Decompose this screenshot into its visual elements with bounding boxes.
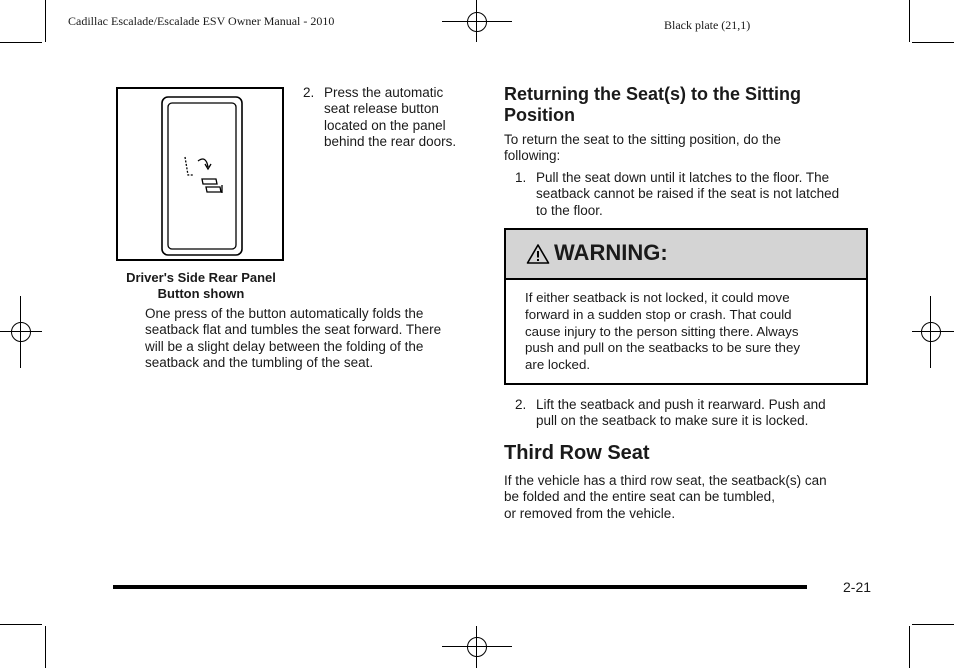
section-heading-third-row: Third Row Seat — [504, 442, 650, 464]
third-row-paragraph — [504, 473, 874, 522]
seat-fold-arrow-icon — [185, 157, 211, 175]
manual-title: Cadillac Escalade/Escalade ESV Owner Manual - 2010 — [68, 14, 335, 28]
paragraph-line: be folded and the entire seat can be tumbled, — [504, 489, 775, 505]
step-line: seatback cannot be raised if the seat is not latched — [536, 186, 840, 202]
paragraph-line: or removed from the vehicle. — [504, 505, 676, 521]
crop-mark — [45, 0, 46, 42]
figure-caption — [112, 270, 290, 302]
warning-line: are locked. — [525, 357, 591, 373]
crop-mark — [45, 626, 46, 668]
right-step-2 — [515, 397, 875, 433]
crop-mark — [912, 42, 954, 43]
warning-line: cause injury to the person sitting there. Always — [525, 323, 799, 339]
plate-label: Black plate (21,1) — [664, 18, 751, 32]
paragraph-line: seatback flat and tumbles the seat forward. There — [145, 322, 442, 338]
section-heading-returning — [504, 84, 874, 126]
warning-text — [525, 290, 845, 374]
crop-mark — [0, 624, 42, 625]
step-number: 2. — [515, 397, 527, 412]
step-number: 2. — [303, 85, 315, 100]
paragraph-line: If the vehicle has a third row seat, the seatback(s) can — [504, 473, 827, 488]
warning-line: forward in a sudden stop or crash. That could — [525, 306, 792, 322]
left-paragraph — [145, 306, 485, 371]
warning-line: push and pull on the seatbacks to be sure they — [525, 340, 800, 356]
seat-icon — [202, 179, 222, 193]
right-step-1 — [515, 170, 875, 222]
step-line: located on the panel — [324, 117, 446, 133]
caption-line: Driver's Side Rear Panel — [126, 270, 276, 285]
warning-title: WARNING: — [554, 240, 668, 265]
paragraph-line: seatback and the tumbling of the seat. — [145, 354, 374, 370]
step-line: to the floor. — [536, 202, 603, 218]
step-line: seat release button — [324, 101, 439, 117]
intro-line: To return the seat to the sitting position, do the — [504, 132, 781, 147]
step-line: behind the rear doors. — [324, 133, 457, 149]
page-number: 2-21 — [843, 579, 872, 595]
warning-line: If either seatback is not locked, it could move — [525, 290, 790, 305]
crop-mark — [909, 626, 910, 668]
warning-header — [506, 230, 866, 280]
intro-paragraph — [504, 132, 874, 165]
warning-triangle-icon — [526, 243, 550, 265]
step-line: Lift the seatback and push it rearward. Push and — [536, 397, 826, 412]
warning-box — [504, 228, 868, 385]
crop-mark — [912, 624, 954, 625]
intro-line: following: — [504, 148, 561, 164]
heading-line: Position — [504, 105, 575, 125]
step-number: 1. — [515, 170, 527, 185]
paragraph-line: will be a slight delay between the folding of the — [145, 338, 424, 354]
left-step-2 — [303, 85, 483, 155]
step-line: pull on the seatback to make sure it is locked. — [536, 413, 809, 429]
step-line: Pull the seat down until it latches to the floor. The — [536, 170, 830, 185]
step-line: Press the automatic — [324, 85, 444, 100]
paragraph-line: One press of the button automatically folds the — [145, 306, 424, 321]
panel-figure — [116, 87, 284, 261]
heading-line: Returning the Seat(s) to the Sitting — [504, 84, 801, 104]
crop-mark — [0, 42, 42, 43]
caption-line: Button shown — [157, 286, 245, 301]
crop-mark — [909, 0, 910, 42]
footer-rule — [113, 585, 807, 589]
